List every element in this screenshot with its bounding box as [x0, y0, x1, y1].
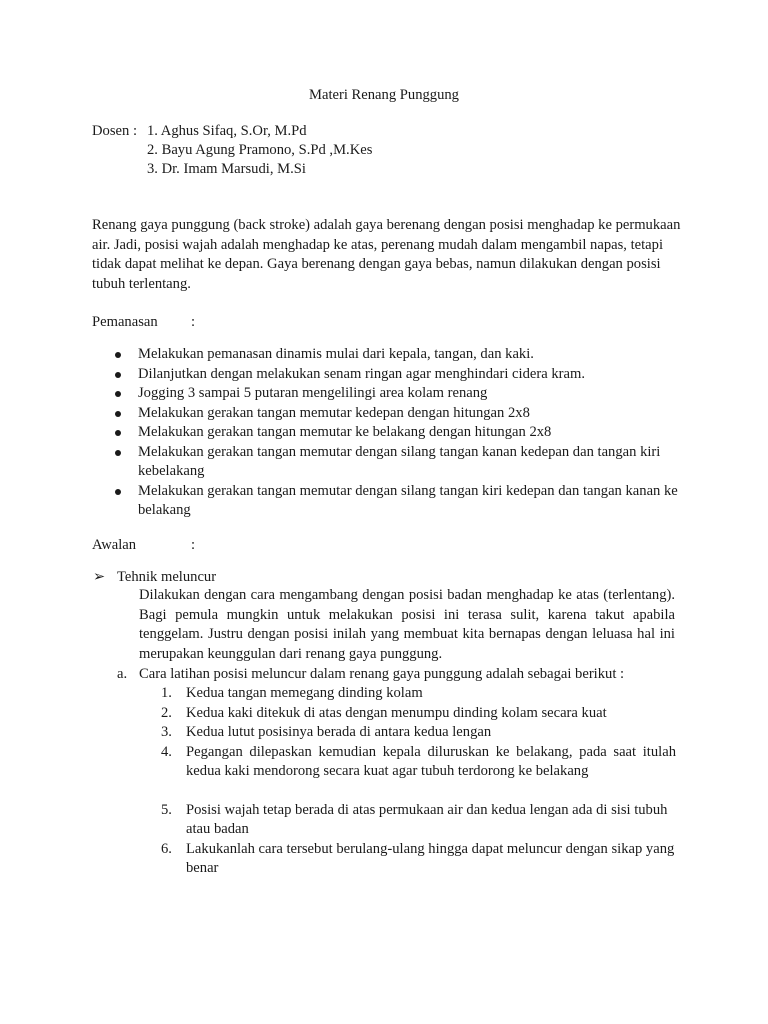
tehnik-description: Dilakukan dengan cara mengambang dengan posisi badan menghadap ke atas (terlentang). Bagi pemula mungkin untuk melakukan posisi ini terasa sulit, karena takut apabila tenggelam. Justru dengan posisi inilah yang membuat kita bernapas dengan leluasa hal ini merupakan keunggulan dari renang gaya punggung.	[139, 587, 675, 662]
document-title: Materi Renang Punggung	[309, 87, 459, 103]
pemanasan-colon: :	[191, 314, 196, 330]
bullet-icon	[115, 489, 121, 495]
bullet-icon	[115, 450, 121, 456]
intro-paragraph: Renang gaya punggung (back stroke) adalah gaya berenang dengan posisi menghadap ke permukaan air. Jadi, posisi wajah adalah menghadap ke atas, perenang mudah dalam mengambil napas, tetapi tidak dapat melihat ke depan. Gaya berenang dengan gaya bebas, namun dilakukan dengan posisi tubuh terlentang.	[92, 217, 681, 292]
list-item: Melakukan gerakan tangan memutar dengan silang tangan kiri kedepan dan tangan kanan ke belakang	[92, 482, 682, 521]
bullet-icon	[115, 372, 121, 378]
list-item: Melakukan gerakan tangan memutar dengan silang tangan kanan kedepan dan tangan kiri kebelakang	[92, 443, 682, 482]
bullet-icon	[115, 411, 121, 417]
pemanasan-label: Pemanasan	[92, 314, 158, 330]
list-item: 2. Kedua kaki ditekuk di atas dengan menumpu dinding kolam secara kuat	[161, 704, 607, 721]
pemanasan-list	[92, 345, 682, 521]
tehnik-heading: Tehnik meluncur	[117, 569, 217, 585]
awalan-label: Awalan	[92, 537, 137, 553]
arrow-bullet-icon: ➢	[93, 569, 106, 585]
steps-list	[154, 684, 676, 879]
list-item: Dilanjutkan dengan melakukan senam ringan agar menghindari cidera kram.	[92, 365, 682, 385]
lecturer-3: 3. Dr. Imam Marsudi, M.Si	[147, 161, 306, 177]
sub-heading: Cara latihan posisi meluncur dalam renang gaya punggung adalah sebagai berikut :	[139, 666, 625, 682]
list-item: Melakukan gerakan tangan memutar kedepan dengan hitungan 2x8	[92, 404, 682, 424]
bullet-icon	[115, 391, 121, 397]
list-item: Jogging 3 sampai 5 putaran mengelilingi area kolam renang	[92, 384, 682, 404]
list-item: 6. Lakukanlah cara tersebut berulang-ulang hingga dapat meluncur dengan sikap yang benar	[161, 840, 675, 876]
list-item: 1. Kedua tangan memegang dinding kolam	[161, 685, 423, 701]
spacer	[154, 782, 676, 801]
bullet-icon	[115, 430, 121, 436]
list-item: 5. Posisi wajah tetap berada di atas permukaan air dan kedua lengan ada di sisi tubuh atau badan	[161, 801, 668, 837]
bullet-icon	[115, 352, 121, 358]
list-item: 4. Pegangan dilepaskan kemudian kepala diluruskan ke belakang, pada saat itulah kedua kaki mendorong secara kuat agar tubuh terdorong ke belakang	[161, 743, 676, 779]
list-item: Melakukan gerakan tangan memutar ke belakang dengan hitungan 2x8	[92, 423, 682, 443]
awalan-colon: :	[191, 537, 196, 553]
dosen-label: Dosen :	[92, 123, 137, 139]
sub-marker: a.	[117, 666, 128, 682]
lecturer-1: 1. Aghus Sifaq, S.Or, M.Pd	[147, 123, 307, 139]
list-item: 3. Kedua lutut posisinya berada di antara kedua lengan	[161, 724, 492, 740]
lecturer-2: 2. Bayu Agung Pramono, S.Pd ,M.Kes	[147, 142, 373, 158]
list-item: Melakukan pemanasan dinamis mulai dari kepala, tangan, dan kaki.	[92, 345, 682, 365]
